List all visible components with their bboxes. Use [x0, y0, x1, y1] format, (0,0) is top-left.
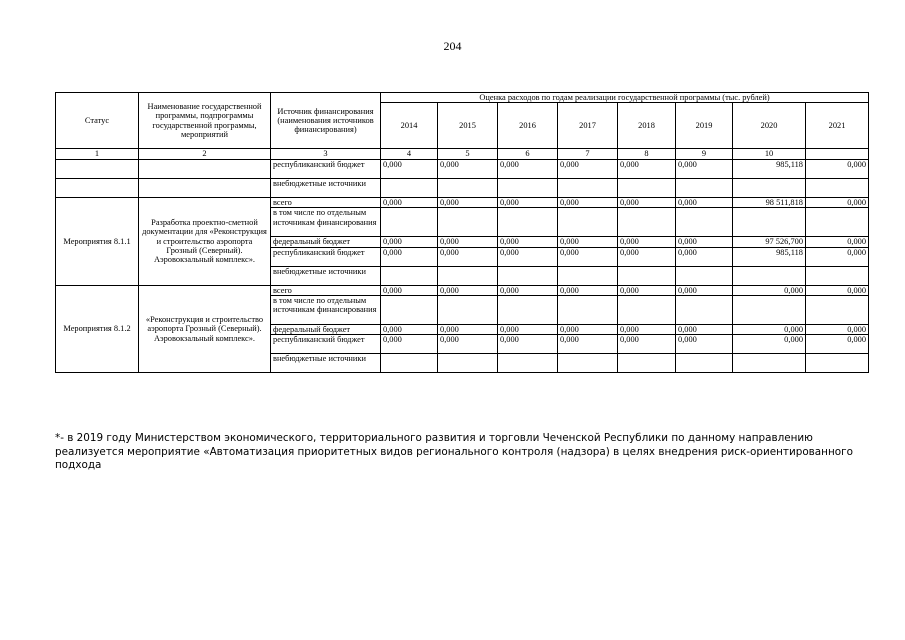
year-header: 2019	[676, 103, 733, 149]
value-cell: 0,000	[806, 325, 869, 335]
value-cell	[618, 354, 676, 373]
value-cell: 0,000	[498, 159, 558, 178]
value-cell	[676, 296, 733, 325]
value-cell	[676, 208, 733, 237]
column-number	[806, 149, 869, 159]
value-cell	[558, 266, 618, 285]
value-cell: 0,000	[806, 197, 869, 207]
value-cell: 0,000	[618, 325, 676, 335]
value-cell: 0,000	[806, 159, 869, 178]
year-header: 2014	[381, 103, 438, 149]
value-cell: 0,000	[558, 237, 618, 247]
column-number: 4	[381, 149, 438, 159]
value-cell: 0,000	[618, 335, 676, 354]
value-cell	[806, 208, 869, 237]
column-number: 5	[438, 149, 498, 159]
table-row	[56, 178, 869, 197]
value-cell	[498, 178, 558, 197]
value-cell: 0,000	[381, 237, 438, 247]
source-cell: республиканский бюджет	[271, 159, 381, 178]
year-header: 2018	[618, 103, 676, 149]
source-cell: республиканский бюджет	[271, 247, 381, 266]
value-cell: 0,000	[438, 335, 498, 354]
source-cell: внебюджетные источники	[271, 178, 381, 197]
value-cell: 0,000	[618, 159, 676, 178]
footnote: *- в 2019 году Министерством экономического, территориального развития и торговли Чеченской Республики по данному направлению реализуется мероприятие «Автоматизация приоритетных видов регионального контроля (надзора) в целях внедрения риск-ориентированного подхода	[55, 432, 853, 471]
source-cell: внебюджетные источники	[271, 354, 381, 373]
source-cell: в том числе по отдельным источникам финансирования	[271, 208, 381, 237]
value-cell	[438, 296, 498, 325]
value-cell: 97 526,700	[733, 237, 806, 247]
column-number: 2	[139, 149, 271, 159]
value-cell	[676, 354, 733, 373]
name-cell: Разработка проектно-сметной документации для «Реконструкция и строительство аэропорта Грозный (Северный). Аэровокзальный комплекс».	[139, 197, 271, 285]
value-cell: 0,000	[676, 159, 733, 178]
value-cell: 0,000	[558, 197, 618, 207]
value-cell	[806, 296, 869, 325]
status-cell	[56, 178, 139, 197]
value-cell: 0,000	[558, 325, 618, 335]
value-cell	[733, 178, 806, 197]
value-cell	[733, 208, 806, 237]
value-cell: 0,000	[618, 247, 676, 266]
value-cell	[676, 266, 733, 285]
value-cell: 0,000	[381, 159, 438, 178]
value-cell: 0,000	[498, 285, 558, 295]
table-row	[56, 197, 869, 207]
value-cell	[438, 354, 498, 373]
value-cell	[733, 296, 806, 325]
table-row	[56, 285, 869, 295]
value-cell	[498, 266, 558, 285]
value-cell: 0,000	[676, 247, 733, 266]
value-cell	[618, 266, 676, 285]
year-header: 2017	[558, 103, 618, 149]
value-cell: 0,000	[676, 285, 733, 295]
value-cell: 0,000	[733, 285, 806, 295]
value-cell: 985,118	[733, 159, 806, 178]
value-cell	[733, 354, 806, 373]
column-number: 9	[676, 149, 733, 159]
value-cell: 0,000	[676, 325, 733, 335]
source-cell: внебюджетные источники	[271, 266, 381, 285]
value-cell: 0,000	[498, 237, 558, 247]
value-cell: 0,000	[438, 197, 498, 207]
column-number: 6	[498, 149, 558, 159]
value-cell: 0,000	[381, 335, 438, 354]
value-cell	[558, 296, 618, 325]
value-cell	[676, 178, 733, 197]
source-cell: всего	[271, 197, 381, 207]
value-cell: 0,000	[438, 237, 498, 247]
value-cell: 0,000	[381, 285, 438, 295]
value-cell: 0,000	[381, 247, 438, 266]
source-cell: всего	[271, 285, 381, 295]
value-cell	[381, 296, 438, 325]
value-cell	[733, 266, 806, 285]
financing-table	[55, 92, 869, 373]
value-cell	[438, 266, 498, 285]
value-cell: 0,000	[733, 325, 806, 335]
value-cell	[438, 208, 498, 237]
value-cell: 0,000	[676, 335, 733, 354]
value-cell: 0,000	[438, 325, 498, 335]
column-number: 10	[733, 149, 806, 159]
value-cell	[498, 296, 558, 325]
year-header: 2016	[498, 103, 558, 149]
value-cell	[806, 178, 869, 197]
source-cell: федеральный бюджет	[271, 237, 381, 247]
year-header: 2020	[733, 103, 806, 149]
value-cell	[381, 208, 438, 237]
header-name: Наименование государственной программы, подпрограммы государственной программы, мероприятий	[139, 93, 271, 149]
value-cell	[381, 178, 438, 197]
status-cell: Мероприятия 8.1.1	[56, 197, 139, 285]
value-cell	[558, 354, 618, 373]
value-cell: 98 511,818	[733, 197, 806, 207]
value-cell: 0,000	[438, 285, 498, 295]
year-header: 2015	[438, 103, 498, 149]
value-cell: 0,000	[558, 335, 618, 354]
value-cell: 0,000	[498, 197, 558, 207]
source-cell: в том числе по отдельным источникам финансирования	[271, 296, 381, 325]
value-cell: 0,000	[676, 197, 733, 207]
status-cell	[56, 159, 139, 178]
value-cell	[498, 354, 558, 373]
value-cell: 0,000	[438, 159, 498, 178]
column-number: 8	[618, 149, 676, 159]
value-cell	[381, 354, 438, 373]
value-cell: 0,000	[558, 247, 618, 266]
value-cell: 0,000	[558, 285, 618, 295]
value-cell	[618, 296, 676, 325]
value-cell: 0,000	[676, 237, 733, 247]
value-cell	[498, 208, 558, 237]
source-cell: республиканский бюджет	[271, 335, 381, 354]
header-estimate: Оценка расходов по годам реализации государственной программы (тыс. рублей)	[381, 93, 869, 103]
value-cell	[558, 178, 618, 197]
value-cell: 0,000	[806, 247, 869, 266]
page-number: 204	[443, 39, 462, 53]
value-cell	[806, 266, 869, 285]
name-cell	[139, 159, 271, 178]
column-number: 1	[56, 149, 139, 159]
header-source: Источник финансирования (наименования источников финансирования)	[271, 93, 381, 149]
value-cell: 0,000	[498, 247, 558, 266]
header-status: Статус	[56, 93, 139, 149]
value-cell: 0,000	[733, 335, 806, 354]
value-cell	[381, 266, 438, 285]
value-cell	[618, 178, 676, 197]
value-cell	[438, 178, 498, 197]
column-number: 7	[558, 149, 618, 159]
year-header: 2021	[806, 103, 869, 149]
value-cell: 985,118	[733, 247, 806, 266]
value-cell: 0,000	[498, 335, 558, 354]
value-cell: 0,000	[498, 325, 558, 335]
value-cell: 0,000	[806, 237, 869, 247]
name-cell: «Реконструкция и строительство аэропорта Грозный (Северный). Аэровокзальный комплекс».	[139, 285, 271, 373]
value-cell: 0,000	[558, 159, 618, 178]
column-number: 3	[271, 149, 381, 159]
source-cell: федеральный бюджет	[271, 325, 381, 335]
value-cell: 0,000	[618, 197, 676, 207]
table-row	[56, 159, 869, 178]
value-cell: 0,000	[806, 285, 869, 295]
value-cell	[806, 354, 869, 373]
value-cell	[558, 208, 618, 237]
value-cell: 0,000	[381, 197, 438, 207]
value-cell: 0,000	[618, 237, 676, 247]
value-cell: 0,000	[618, 285, 676, 295]
status-cell: Мероприятия 8.1.2	[56, 285, 139, 373]
value-cell	[618, 208, 676, 237]
name-cell	[139, 178, 271, 197]
value-cell: 0,000	[381, 325, 438, 335]
value-cell: 0,000	[438, 247, 498, 266]
value-cell: 0,000	[806, 335, 869, 354]
